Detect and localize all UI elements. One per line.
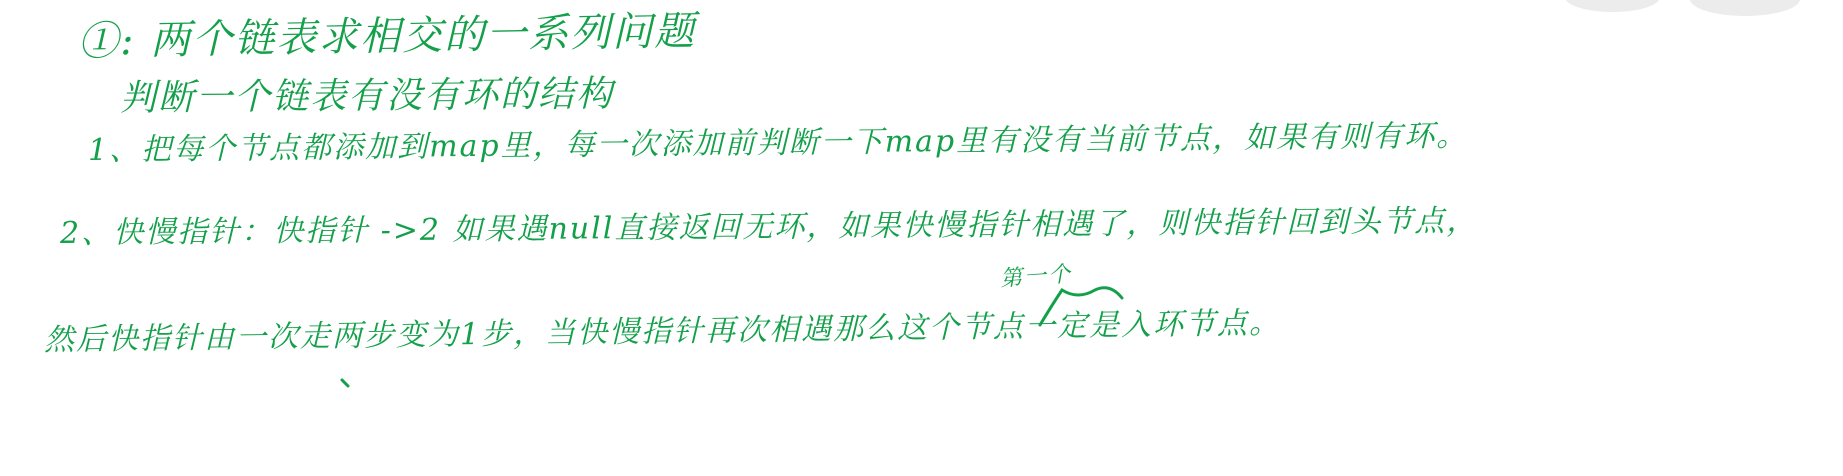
method-2-text: 2、快慢指针：快指针 ->2 如果遇null直接返回无环，如果快慢指针相遇了，则快指针回到头节点， xyxy=(59,203,1479,251)
method-1-text: 1、把每个节点都添加到map里，每一次添加前判断一下map里有没有当前节点，如果有则有环。 xyxy=(87,118,1469,168)
note-subtitle: 判断一个链表有没有环的结构 xyxy=(119,73,615,119)
note-title: ①: 两个链表求相交的一系列问题 xyxy=(77,8,697,65)
top-corner-shadow xyxy=(1690,0,1800,16)
top-corner-shadow xyxy=(1565,0,1660,12)
method-2-continuation-text: 然后快指针由一次走两步变为1步，当快慢指针再次相遇那么这个节点一定是入环节点。 xyxy=(43,305,1282,358)
margin-annotation: 第一个 xyxy=(999,262,1073,292)
stray-pen-mark xyxy=(342,380,348,386)
